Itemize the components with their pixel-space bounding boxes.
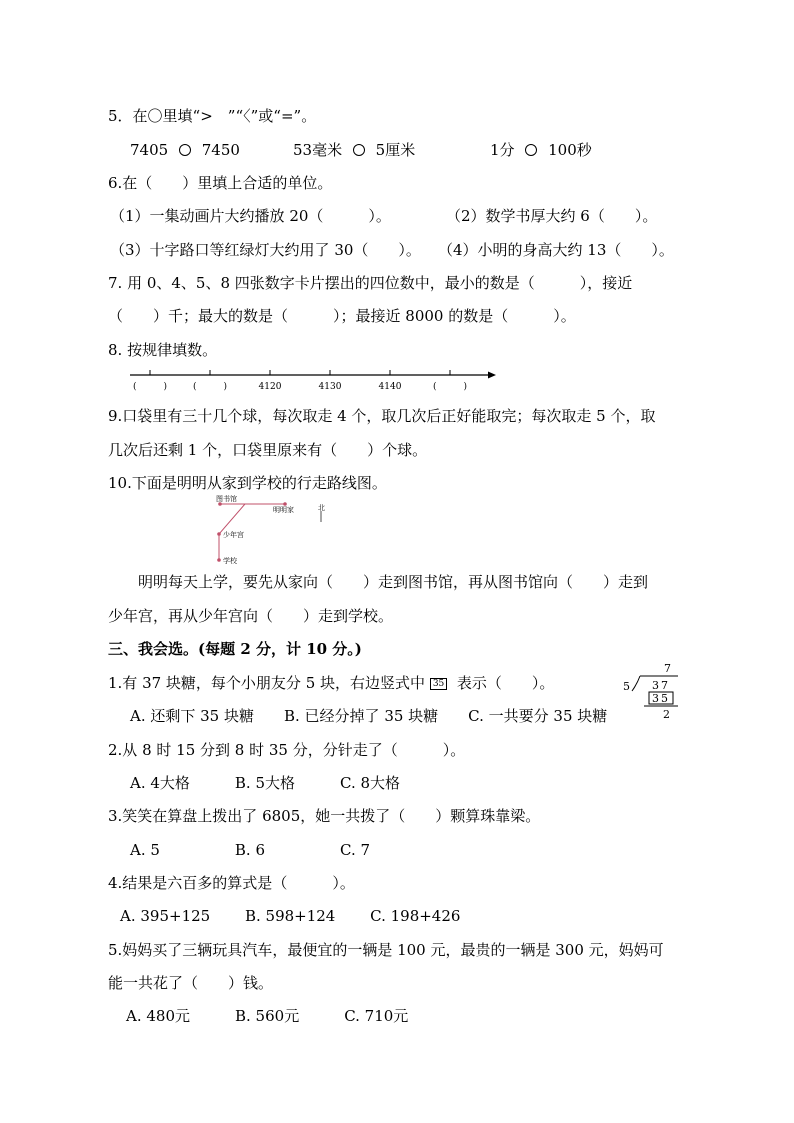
- c1-stem: [108, 673, 554, 693]
- q5-item-2-right: 5厘米: [375, 141, 416, 159]
- q10-line-1: 明明每天上学，要先从家向（ ）走到图书馆，再从图书馆向（ ）走到: [108, 573, 649, 591]
- q5-item-2: [293, 140, 415, 160]
- tick-label-3: 4120: [258, 382, 282, 392]
- c1-stem-b: 表示（ ）。: [456, 674, 555, 692]
- q5-title: 5．在〇里填“> ”“〈”或“=”。: [108, 107, 317, 125]
- q8-title: 8. 按规律填数。: [108, 341, 218, 359]
- tick-label-2[interactable]: ( ): [192, 382, 228, 392]
- youth-palace-label: 少年宫: [223, 531, 244, 539]
- q6-title: 6.在（ ）里填上合适的单位。: [108, 174, 333, 192]
- youth-palace-dot: [217, 532, 221, 536]
- remainder: 2: [663, 708, 670, 721]
- divisor: 5: [623, 680, 630, 693]
- long-division: [618, 660, 688, 722]
- school-dot: [217, 558, 221, 562]
- q9-line-2: 几次后还剩 1 个，口袋里原来有（ ）个球。: [108, 441, 428, 459]
- q10-line-2: 少年宫，再从少年宫向（ ）走到学校。: [108, 607, 394, 625]
- c3-stem: 3.笑笑在算盘上拨出了 6805，她一共拨了（ ）颗算珠靠梁。: [108, 807, 541, 825]
- c1-stem-a: 1.有 37 块糖，每个小朋友分 5 块，右边竖式中: [108, 674, 426, 692]
- school-label: 学校: [223, 557, 237, 565]
- section-3-title: 三、我会选。(每题 2 分，计 10 分。): [108, 640, 362, 658]
- quotient: 7: [664, 662, 671, 675]
- q5-item-3: [490, 140, 592, 160]
- c2-options[interactable]: A. 4大格 B. 5大格 C. 8大格: [130, 774, 401, 792]
- q6-item-3: （3）十字路口等红绿灯大约用了 30（ ）。: [110, 241, 421, 259]
- q7-line-1: 7. 用 0、4、5、8 四张数字卡片摆出的四位数中，最小的数是（ ），接近: [108, 274, 633, 292]
- product: 35: [652, 692, 670, 705]
- c1-options[interactable]: A. 还剩下 35 块糖 B. 已经分掉了 35 块糖 C. 一共要分 35 块糖: [130, 707, 608, 725]
- compare-circle-2[interactable]: [353, 144, 365, 156]
- compare-circle-1[interactable]: [179, 144, 191, 156]
- c1-boxed-number: 35: [430, 678, 447, 690]
- c4-options[interactable]: A. 395+125 B. 598+124 C. 198+426: [120, 907, 461, 925]
- c5-line-2: 能一共花了（ ）钱。: [108, 974, 274, 992]
- c2-stem: 2.从 8 时 15 分到 8 时 35 分，分针走了（ ）。: [108, 741, 466, 759]
- tick-label-1[interactable]: ( ): [132, 382, 168, 392]
- home-label: 明明家: [273, 506, 294, 514]
- compare-circle-3[interactable]: [525, 144, 537, 156]
- library-label: 图书馆: [216, 495, 237, 503]
- q7-line-2: （ ）千；最大的数是（ ）；最接近 8000 的数是（ ）。: [108, 307, 576, 325]
- q5-item-1: [130, 140, 240, 160]
- number-line-arrow: [488, 372, 496, 379]
- number-line: [110, 365, 510, 393]
- c3-options[interactable]: A. 5 B. 6 C. 7: [130, 841, 371, 859]
- q6-item-1: （1）一集动画片大约播放 20（ ）。: [110, 207, 391, 225]
- q6-item-2: （2）数学书厚大约 6（ ）。: [446, 207, 658, 225]
- c4-stem: 4.结果是六百多的算式是（ ）。: [108, 874, 355, 892]
- c5-options[interactable]: A. 480元 B. 560元 C. 710元: [126, 1007, 409, 1025]
- dividend: 37: [652, 679, 670, 692]
- q10-title: 10.下面是明明从家到学校的行走路线图。: [108, 474, 387, 492]
- route-map: [205, 494, 345, 569]
- q5-item-1-left: 7405: [130, 141, 169, 159]
- tick-label-6[interactable]: ( ): [432, 382, 468, 392]
- c5-line-1: 5.妈妈买了三辆玩具汽车，最便宜的一辆是 100 元，最贵的一辆是 300 元，妈妈可: [108, 941, 664, 959]
- q5-item-1-right: 7450: [201, 141, 240, 159]
- tick-label-4: 4130: [318, 382, 342, 392]
- q9-line-1: 9.口袋里有三十几个球，每次取走 4 个，取几次后正好能取完；每次取走 5 个，取: [108, 407, 656, 425]
- q5-item-3-right: 100秒: [548, 141, 592, 159]
- q5-item-3-left: 1分: [490, 141, 515, 159]
- north-label: 北: [318, 504, 325, 512]
- division-bracket: [632, 676, 640, 691]
- q5-item-2-left: 53毫米: [293, 141, 343, 159]
- tick-label-5: 4140: [378, 382, 402, 392]
- q6-item-4: （4）小明的身高大约 13（ ）。: [438, 241, 674, 259]
